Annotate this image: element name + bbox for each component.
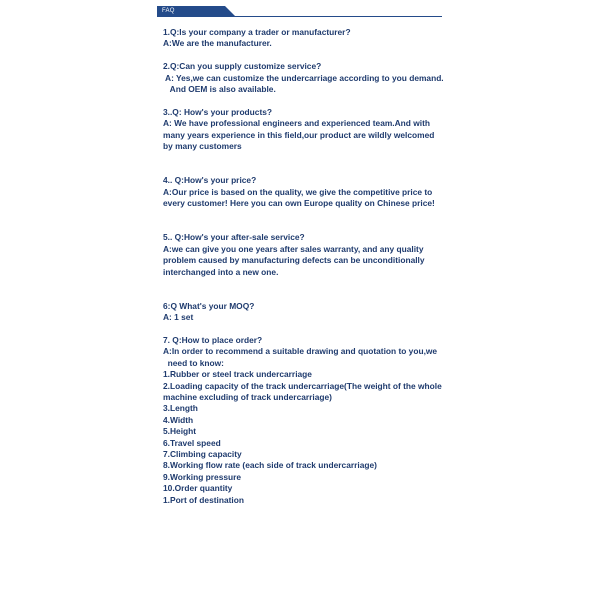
faq-line: A: Yes,we can customize the undercarriage according to you demand. [163, 72, 444, 83]
faq-line: every customer! Here you can own Europe quality on Chinese price! [163, 198, 435, 209]
faq-line: 1.Port of destination [163, 494, 244, 505]
faq-line: need to know: [163, 357, 224, 368]
faq-line: 7. Q:How to place order? [163, 334, 263, 345]
faq-line: machine excluding of track undercarriage) [163, 392, 332, 402]
faq-line: 6:Q What's your MOQ? [163, 300, 255, 311]
faq-line: 4.Width [163, 414, 194, 425]
header-banner-shape [157, 6, 442, 18]
faq-line: 1.Q:Is your company a trader or manufacturer? [163, 27, 351, 37]
faq-line: 1.Rubber or steel track undercarriage [163, 369, 312, 380]
faq-line: 9.Working pressure [163, 471, 242, 482]
faq-line: 8.Working flow rate (each side of track undercarriage) [163, 460, 377, 471]
faq-line: A: We have professional engineers and experienced team.And with [163, 118, 430, 129]
faq-line: A:Our price is based on the quality, we give the competitive price to [163, 186, 433, 197]
faq-line: 5.. Q:How's your after-sale service? [163, 232, 305, 243]
faq-line: 5.Height [163, 426, 197, 437]
faq-line: interchanged into a new one. [163, 266, 279, 277]
faq-line: 4.. Q:How's your price? [163, 175, 257, 186]
blank-line [163, 95, 448, 106]
faq-content [163, 27, 448, 506]
blank-line [163, 324, 448, 335]
faq-line: many years experience in this field,our product are wildly welcomed [163, 129, 435, 140]
faq-line: And OEM is also available. [163, 84, 276, 95]
faq-header [157, 6, 442, 18]
blank-line [163, 289, 448, 300]
faq-line: 7.Climbing capacity [163, 449, 242, 460]
header-title: FAQ [162, 8, 175, 14]
faq-line: 3..Q: How's your products? [163, 106, 273, 117]
blank-line [163, 164, 448, 175]
faq-line: 2.Loading capacity of the track undercarriage(The weight of the whole [163, 380, 442, 391]
blank-line [163, 278, 448, 289]
faq-line: A:In order to recommend a suitable drawing and quotation to you,we [163, 346, 438, 357]
blank-line [163, 50, 448, 61]
blank-line [163, 210, 448, 221]
blank-line [163, 221, 448, 232]
faq-line: A: 1 set [163, 312, 194, 323]
faq-line: problem caused by manufacturing defects can be unconditionally [163, 255, 425, 266]
faq-line: 6.Travel speed [163, 437, 221, 448]
faq-line: 3.Length [163, 403, 198, 414]
faq-line: by many customers [163, 141, 242, 152]
faq-line: 2.Q:Can you supply customize service? [163, 61, 322, 72]
faq-line: 10.Order quantity [163, 483, 233, 494]
faq-line: A:we can give you one years after sales warranty, and any quality [163, 243, 424, 254]
faq-line: A:We are the manufacturer. [163, 38, 272, 49]
blank-line [163, 152, 448, 163]
